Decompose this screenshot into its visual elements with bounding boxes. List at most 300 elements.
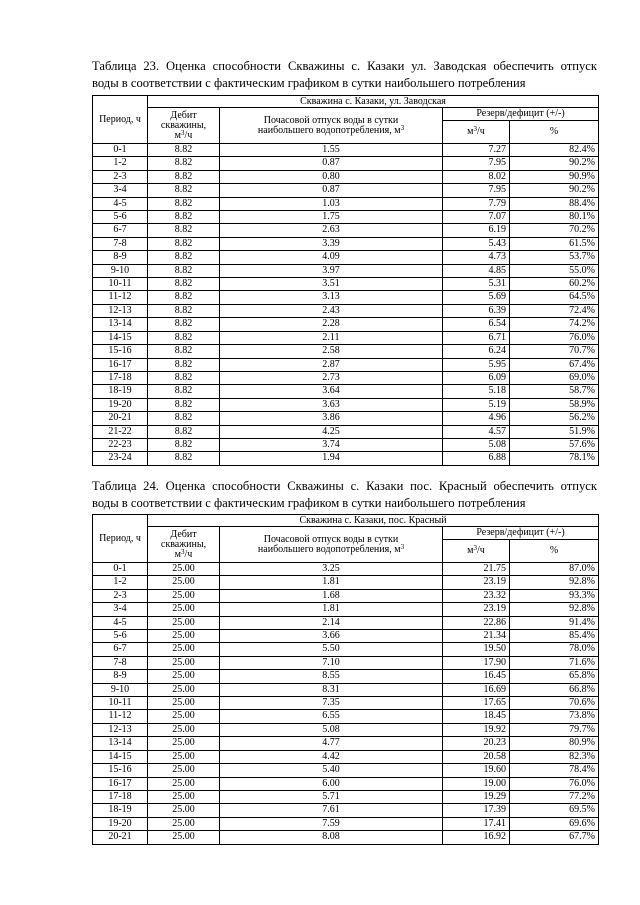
debit-cell: 8.82 xyxy=(148,184,220,197)
reserve-unit-header: $м^3/ч$ xyxy=(443,540,510,563)
percent-cell: 78.4% xyxy=(510,764,599,777)
reserve-cell: 18.45 xyxy=(443,710,510,723)
period-cell: 10-11 xyxy=(93,697,148,710)
percent-cell: 67.7% xyxy=(510,831,599,844)
period-cell: 3-4 xyxy=(93,603,148,616)
hourly-cell: 3.64 xyxy=(220,385,443,398)
reserve-cell: 4.96 xyxy=(443,412,510,425)
debit-cell: 8.82 xyxy=(148,358,220,371)
period-cell: 4-5 xyxy=(93,197,148,210)
period-cell: 13-14 xyxy=(93,737,148,750)
reserve-cell: 4.73 xyxy=(443,251,510,264)
debit-cell: 25.00 xyxy=(148,737,220,750)
table-row xyxy=(93,589,599,602)
reserve-cell: 19.92 xyxy=(443,723,510,736)
table-row xyxy=(93,630,599,643)
debit-cell: 25.00 xyxy=(148,764,220,777)
reserve-cell: 16.45 xyxy=(443,670,510,683)
period-cell: 18-19 xyxy=(93,385,148,398)
debit-header xyxy=(148,108,220,144)
table-row xyxy=(93,831,599,844)
reserve-cell: 5.69 xyxy=(443,291,510,304)
table-row xyxy=(93,452,599,465)
table-23 xyxy=(92,95,599,466)
table-row xyxy=(93,224,599,237)
percent-cell: 65.8% xyxy=(510,670,599,683)
hourly-cell: 7.61 xyxy=(220,804,443,817)
table-row xyxy=(93,576,599,589)
debit-cell: 25.00 xyxy=(148,723,220,736)
reserve-cell: 7.27 xyxy=(443,144,510,157)
hourly-cell: 2.73 xyxy=(220,371,443,384)
period-cell: 21-22 xyxy=(93,425,148,438)
debit-cell: 25.00 xyxy=(148,777,220,790)
table-row xyxy=(93,563,599,576)
percent-cell: 78.1% xyxy=(510,452,599,465)
period-cell: 15-16 xyxy=(93,764,148,777)
hourly-cell: 3.66 xyxy=(220,630,443,643)
period-cell: 8-9 xyxy=(93,670,148,683)
percent-cell: 61.5% xyxy=(510,237,599,250)
reserve-cell: 5.18 xyxy=(443,385,510,398)
caption-line-1: Таблица 24. Оценка способности Скважины с. Казаки пос. Красный обеспечить отпуск xyxy=(92,479,597,493)
percent-cell: 71.6% xyxy=(510,656,599,669)
period-cell: 20-21 xyxy=(93,831,148,844)
table-row xyxy=(93,144,599,157)
debit-cell: 25.00 xyxy=(148,670,220,683)
percent-cell: 69.6% xyxy=(510,817,599,830)
hourly-cell: 5.71 xyxy=(220,790,443,803)
table-row xyxy=(93,304,599,317)
hourly-cell: 1.81 xyxy=(220,576,443,589)
debit-cell: 25.00 xyxy=(148,697,220,710)
debit-cell: 25.00 xyxy=(148,804,220,817)
hourly-cell: 1.94 xyxy=(220,452,443,465)
hourly-cell: 3.86 xyxy=(220,412,443,425)
table-row xyxy=(93,764,599,777)
debit-cell: 8.82 xyxy=(148,425,220,438)
period-cell: 7-8 xyxy=(93,237,148,250)
debit-cell: 8.82 xyxy=(148,224,220,237)
hourly-cell: 0.80 xyxy=(220,170,443,183)
period-cell: 22-23 xyxy=(93,438,148,451)
debit-cell: 25.00 xyxy=(148,576,220,589)
debit-cell: 25.00 xyxy=(148,630,220,643)
table-24-caption xyxy=(92,478,597,512)
period-cell: 6-7 xyxy=(93,224,148,237)
reserve-cell: 19.50 xyxy=(443,643,510,656)
period-cell: 13-14 xyxy=(93,318,148,331)
table-row xyxy=(93,237,599,250)
hourly-cell: 4.77 xyxy=(220,737,443,750)
table-row xyxy=(93,817,599,830)
reserve-cell: 17.90 xyxy=(443,656,510,669)
reserve-cell: 7.07 xyxy=(443,211,510,224)
debit-unit: $м^3/ч$ xyxy=(174,547,193,560)
reserve-cell: 19.29 xyxy=(443,790,510,803)
hourly-cell: 3.13 xyxy=(220,291,443,304)
reserve-cell: 7.95 xyxy=(443,184,510,197)
percent-cell: 87.0% xyxy=(510,563,599,576)
period-header: Период, ч xyxy=(93,96,148,144)
percent-cell: 58.7% xyxy=(510,385,599,398)
period-header: Период, ч xyxy=(93,515,148,563)
hourly-cell: 4.42 xyxy=(220,750,443,763)
hourly-cell: 3.51 xyxy=(220,278,443,291)
table-row xyxy=(93,371,599,384)
debit-cell: 25.00 xyxy=(148,589,220,602)
table-row xyxy=(93,412,599,425)
table-row xyxy=(93,278,599,291)
percent-cell: 58.9% xyxy=(510,398,599,411)
table-row xyxy=(93,603,599,616)
debit-cell: 8.82 xyxy=(148,264,220,277)
reserve-cell: 5.43 xyxy=(443,237,510,250)
debit-cell: 8.82 xyxy=(148,371,220,384)
debit-cell: 8.82 xyxy=(148,385,220,398)
hourly-cell: 1.03 xyxy=(220,197,443,210)
hourly-label: Почасовой отпуск воды в сутки наибольшего водопотребления, м xyxy=(257,114,401,136)
debit-cell: 8.82 xyxy=(148,412,220,425)
reserve-cell: 6.09 xyxy=(443,371,510,384)
table-row xyxy=(93,331,599,344)
percent-cell: 69.5% xyxy=(510,804,599,817)
table-row xyxy=(93,264,599,277)
table-row xyxy=(93,170,599,183)
hourly-cell: 7.10 xyxy=(220,656,443,669)
percent-header: % xyxy=(510,540,599,563)
reserve-cell: 5.95 xyxy=(443,358,510,371)
period-cell: 12-13 xyxy=(93,304,148,317)
debit-cell: 8.82 xyxy=(148,157,220,170)
percent-cell: 92.8% xyxy=(510,603,599,616)
percent-cell: 74.2% xyxy=(510,318,599,331)
well-name-header: Скважина с. Казаки, ул. Заводская xyxy=(148,96,599,108)
percent-cell: 88.4% xyxy=(510,197,599,210)
hourly-cell: 8.31 xyxy=(220,683,443,696)
debit-cell: 8.82 xyxy=(148,170,220,183)
period-cell: 0-1 xyxy=(93,563,148,576)
percent-cell: 66.8% xyxy=(510,683,599,696)
percent-cell: 67.4% xyxy=(510,358,599,371)
period-cell: 5-6 xyxy=(93,211,148,224)
table-row xyxy=(93,345,599,358)
period-cell: 11-12 xyxy=(93,710,148,723)
debit-cell: 8.82 xyxy=(148,211,220,224)
period-cell: 10-11 xyxy=(93,278,148,291)
reserve-cell: 6.39 xyxy=(443,304,510,317)
reserve-cell: 23.32 xyxy=(443,589,510,602)
hourly-label: Почасовой отпуск воды в сутки наибольшего водопотребления, м xyxy=(257,533,401,555)
hourly-cell: 0.87 xyxy=(220,184,443,197)
table-row xyxy=(93,616,599,629)
hourly-cell: 1.55 xyxy=(220,144,443,157)
period-cell: 7-8 xyxy=(93,656,148,669)
period-cell: 8-9 xyxy=(93,251,148,264)
period-cell: 14-15 xyxy=(93,331,148,344)
reserve-cell: 19.00 xyxy=(443,777,510,790)
hourly-cell: 3.25 xyxy=(220,563,443,576)
percent-cell: 70.2% xyxy=(510,224,599,237)
period-cell: 5-6 xyxy=(93,630,148,643)
percent-cell: 90.2% xyxy=(510,184,599,197)
percent-cell: 56.2% xyxy=(510,412,599,425)
percent-cell: 64.5% xyxy=(510,291,599,304)
debit-cell: 25.00 xyxy=(148,831,220,844)
hourly-cell: 8.08 xyxy=(220,831,443,844)
debit-cell: 25.00 xyxy=(148,563,220,576)
period-cell: 15-16 xyxy=(93,345,148,358)
reserve-cell: 6.19 xyxy=(443,224,510,237)
reserve-cell: 4.85 xyxy=(443,264,510,277)
period-cell: 2-3 xyxy=(93,589,148,602)
reserve-cell: 7.79 xyxy=(443,197,510,210)
period-cell: 3-4 xyxy=(93,184,148,197)
debit-cell: 25.00 xyxy=(148,656,220,669)
table-row xyxy=(93,157,599,170)
hourly-header: Почасовой отпуск воды в сутки наибольшего водопотребления, $м^3$ xyxy=(220,108,443,144)
table-row xyxy=(93,777,599,790)
table-row xyxy=(93,723,599,736)
reserve-unit-header: $м^3/ч$ xyxy=(443,121,510,144)
table-row xyxy=(93,683,599,696)
hourly-cell: 6.00 xyxy=(220,777,443,790)
table-row xyxy=(93,750,599,763)
period-cell: 0-1 xyxy=(93,144,148,157)
reserve-cell: 17.41 xyxy=(443,817,510,830)
period-cell: 9-10 xyxy=(93,683,148,696)
percent-cell: 53.7% xyxy=(510,251,599,264)
table-row xyxy=(93,358,599,371)
period-cell: 20-21 xyxy=(93,412,148,425)
percent-cell: 80.9% xyxy=(510,737,599,750)
debit-cell: 25.00 xyxy=(148,616,220,629)
reserve-header: Резерв/дефицит (+/-) xyxy=(443,108,599,121)
reserve-cell: 6.71 xyxy=(443,331,510,344)
percent-cell: 90.9% xyxy=(510,170,599,183)
percent-cell: 57.6% xyxy=(510,438,599,451)
hourly-cell: 3.97 xyxy=(220,264,443,277)
percent-cell: 82.3% xyxy=(510,750,599,763)
table-row xyxy=(93,737,599,750)
percent-cell: 70.6% xyxy=(510,697,599,710)
period-cell: 4-5 xyxy=(93,616,148,629)
table-row xyxy=(93,438,599,451)
table-row xyxy=(93,425,599,438)
reserve-cell: 20.58 xyxy=(443,750,510,763)
percent-cell: 51.9% xyxy=(510,425,599,438)
reserve-cell: 23.19 xyxy=(443,576,510,589)
hourly-cell: 1.68 xyxy=(220,589,443,602)
hourly-cell: 2.14 xyxy=(220,616,443,629)
hourly-cell: 2.58 xyxy=(220,345,443,358)
percent-cell: 79.7% xyxy=(510,723,599,736)
hourly-cell: 2.11 xyxy=(220,331,443,344)
percent-cell: 85.4% xyxy=(510,630,599,643)
caption-line-2: воды в соответствии с фактическим графиком в сутки наибольшего потребления xyxy=(92,76,526,90)
period-cell: 12-13 xyxy=(93,723,148,736)
debit-header xyxy=(148,527,220,563)
table-23-body xyxy=(93,144,599,466)
percent-cell: 82.4% xyxy=(510,144,599,157)
percent-cell: 76.0% xyxy=(510,331,599,344)
reserve-cell: 5.31 xyxy=(443,278,510,291)
period-cell: 16-17 xyxy=(93,777,148,790)
debit-cell: 8.82 xyxy=(148,398,220,411)
debit-cell: 8.82 xyxy=(148,251,220,264)
hourly-cell: 7.59 xyxy=(220,817,443,830)
reserve-cell: 5.08 xyxy=(443,438,510,451)
period-cell: 1-2 xyxy=(93,157,148,170)
table-row xyxy=(93,318,599,331)
period-cell: 14-15 xyxy=(93,750,148,763)
reserve-cell: 8.02 xyxy=(443,170,510,183)
percent-cell: 76.0% xyxy=(510,777,599,790)
debit-cell: 8.82 xyxy=(148,345,220,358)
table-23-caption xyxy=(92,58,597,92)
hourly-cell: 2.28 xyxy=(220,318,443,331)
hourly-cell: 1.81 xyxy=(220,603,443,616)
hourly-cell: 1.75 xyxy=(220,211,443,224)
period-cell: 2-3 xyxy=(93,170,148,183)
table-row xyxy=(93,804,599,817)
period-cell: 6-7 xyxy=(93,643,148,656)
debit-cell: 8.82 xyxy=(148,438,220,451)
percent-cell: 80.1% xyxy=(510,211,599,224)
percent-cell: 92.8% xyxy=(510,576,599,589)
hourly-cell: 4.09 xyxy=(220,251,443,264)
debit-cell: 8.82 xyxy=(148,291,220,304)
table-row xyxy=(93,197,599,210)
reserve-cell: 19.60 xyxy=(443,764,510,777)
reserve-cell: 6.88 xyxy=(443,452,510,465)
debit-cell: 8.82 xyxy=(148,331,220,344)
reserve-header: Резерв/дефицит (+/-) xyxy=(443,527,599,540)
table-row xyxy=(93,211,599,224)
table-row xyxy=(93,385,599,398)
debit-cell: 8.82 xyxy=(148,237,220,250)
hourly-cell: 0.87 xyxy=(220,157,443,170)
reserve-cell: 20.23 xyxy=(443,737,510,750)
hourly-cell: 6.55 xyxy=(220,710,443,723)
debit-cell: 25.00 xyxy=(148,790,220,803)
debit-cell: 8.82 xyxy=(148,318,220,331)
hourly-header: Почасовой отпуск воды в сутки наибольшего водопотребления, $м^3$ xyxy=(220,527,443,563)
debit-label: Дебит скважины, xyxy=(160,109,207,131)
table-row xyxy=(93,670,599,683)
hourly-cell: 3.74 xyxy=(220,438,443,451)
hourly-cell: 4.25 xyxy=(220,425,443,438)
percent-cell: 91.4% xyxy=(510,616,599,629)
debit-label: Дебит скважины, xyxy=(160,528,207,550)
period-cell: 17-18 xyxy=(93,371,148,384)
table-row xyxy=(93,710,599,723)
period-cell: 17-18 xyxy=(93,790,148,803)
reserve-cell: 21.75 xyxy=(443,563,510,576)
reserve-cell: 6.54 xyxy=(443,318,510,331)
debit-cell: 8.82 xyxy=(148,278,220,291)
percent-cell: 73.8% xyxy=(510,710,599,723)
caption-line-2: воды в соответствии с фактическим графиком в сутки наибольшего потребления xyxy=(92,496,526,510)
debit-cell: 25.00 xyxy=(148,643,220,656)
hourly-cell: 5.08 xyxy=(220,723,443,736)
percent-cell: 69.0% xyxy=(510,371,599,384)
debit-cell: 25.00 xyxy=(148,683,220,696)
hourly-cell: 3.39 xyxy=(220,237,443,250)
debit-cell: 25.00 xyxy=(148,710,220,723)
reserve-cell: 6.24 xyxy=(443,345,510,358)
percent-cell: 55.0% xyxy=(510,264,599,277)
reserve-cell: 7.95 xyxy=(443,157,510,170)
percent-cell: 93.3% xyxy=(510,589,599,602)
reserve-cell: 16.92 xyxy=(443,831,510,844)
period-cell: 1-2 xyxy=(93,576,148,589)
debit-cell: 25.00 xyxy=(148,750,220,763)
table-row xyxy=(93,697,599,710)
debit-cell: 25.00 xyxy=(148,603,220,616)
table-row xyxy=(93,251,599,264)
debit-unit: $м^3/ч$ xyxy=(174,128,193,141)
hourly-cell: 8.55 xyxy=(220,670,443,683)
hourly-cell: 5.50 xyxy=(220,643,443,656)
period-cell: 23-24 xyxy=(93,452,148,465)
table-row xyxy=(93,656,599,669)
reserve-cell: 16.69 xyxy=(443,683,510,696)
hourly-cell: 5.40 xyxy=(220,764,443,777)
hourly-cell: 2.87 xyxy=(220,358,443,371)
period-cell: 19-20 xyxy=(93,817,148,830)
period-cell: 11-12 xyxy=(93,291,148,304)
well-name-header: Скважина с. Казаки, пос. Красный xyxy=(148,515,599,527)
reserve-cell: 21.34 xyxy=(443,630,510,643)
period-cell: 16-17 xyxy=(93,358,148,371)
table-row xyxy=(93,790,599,803)
hourly-cell: 7.35 xyxy=(220,697,443,710)
reserve-cell: 23.19 xyxy=(443,603,510,616)
percent-cell: 90.2% xyxy=(510,157,599,170)
reserve-cell: 17.65 xyxy=(443,697,510,710)
table-row xyxy=(93,291,599,304)
period-cell: 18-19 xyxy=(93,804,148,817)
table-24-body xyxy=(93,563,599,845)
debit-cell: 8.82 xyxy=(148,304,220,317)
hourly-cell: 2.43 xyxy=(220,304,443,317)
table-row xyxy=(93,398,599,411)
period-cell: 19-20 xyxy=(93,398,148,411)
reserve-cell: 5.19 xyxy=(443,398,510,411)
debit-cell: 8.82 xyxy=(148,144,220,157)
percent-cell: 72.4% xyxy=(510,304,599,317)
percent-header: % xyxy=(510,121,599,144)
debit-cell: 25.00 xyxy=(148,817,220,830)
hourly-cell: 2.63 xyxy=(220,224,443,237)
debit-cell: 8.82 xyxy=(148,452,220,465)
percent-cell: 78.0% xyxy=(510,643,599,656)
hourly-cell: 3.63 xyxy=(220,398,443,411)
percent-cell: 60.2% xyxy=(510,278,599,291)
caption-line-1: Таблица 23. Оценка способности Скважины с. Казаки ул. Заводская обеспечить отпуск xyxy=(92,59,597,73)
debit-cell: 8.82 xyxy=(148,197,220,210)
reserve-cell: 4.57 xyxy=(443,425,510,438)
reserve-cell: 17.39 xyxy=(443,804,510,817)
table-row xyxy=(93,643,599,656)
period-cell: 9-10 xyxy=(93,264,148,277)
table-24 xyxy=(92,514,599,845)
percent-cell: 70.7% xyxy=(510,345,599,358)
percent-cell: 77.2% xyxy=(510,790,599,803)
table-row xyxy=(93,184,599,197)
reserve-cell: 22.86 xyxy=(443,616,510,629)
